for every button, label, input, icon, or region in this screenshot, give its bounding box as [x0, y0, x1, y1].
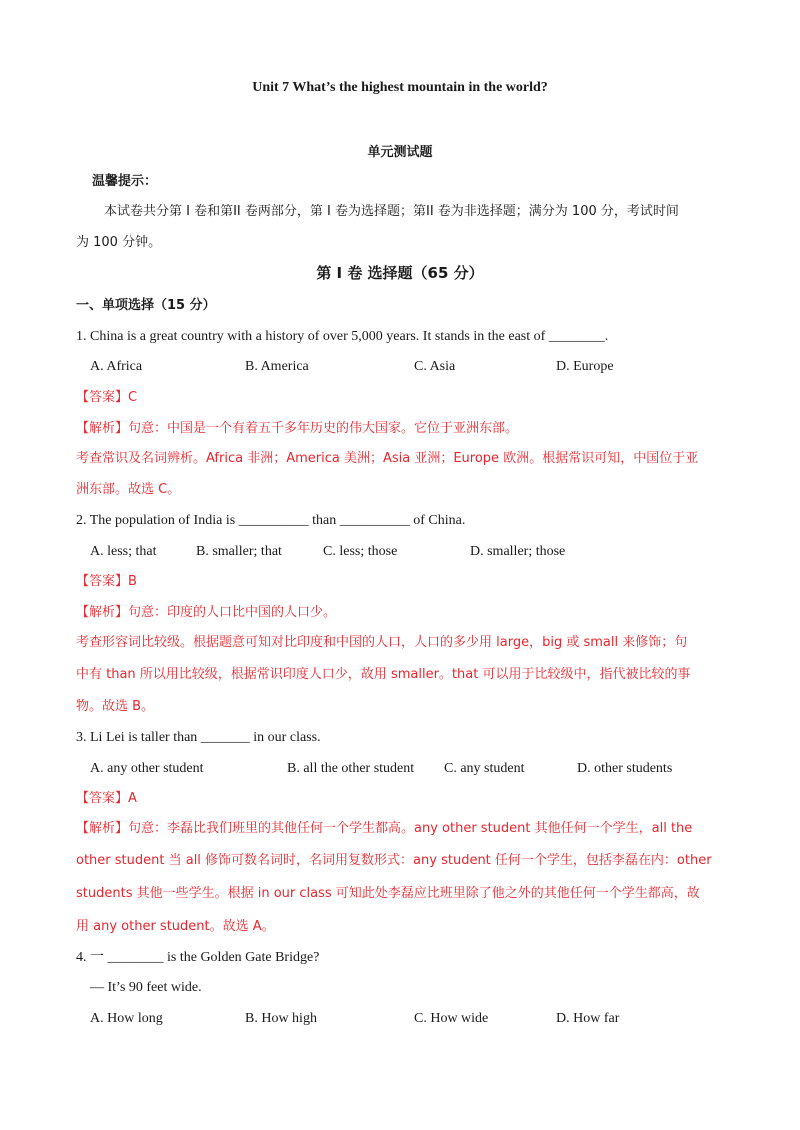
question-1-analysis-1: 【解析】句意：中国是一个有着五千多年历史的伟大国家。它位于亚洲东部。 [76, 421, 519, 436]
question-3-analysis-2: other student 当 all 修饰可数名词时，名词用复数形式：any student 任何一个学生，包括李磊在内：other [76, 853, 712, 868]
question-2-analysis-2: 考查形容词比较级。根据题意可知对比印度和中国的人口，人口的多少用 large，big 或 small 来修饰；句 [76, 635, 688, 650]
question-3-answer: 【答案】A [76, 791, 137, 806]
question-3-option-c: C. any student [444, 761, 525, 776]
question-4-option-d: D. How far [556, 1011, 620, 1026]
tips-line-2: 为 100 分钟。 [76, 235, 162, 250]
question-1-analysis-3: 洲东部。故选 C。 [76, 482, 181, 497]
question-2-stem: 2. The population of India is __________ than __________ of China. [76, 513, 466, 528]
question-2-option-c: C. less; those [323, 544, 398, 559]
question-3-option-a: A. any other student [90, 761, 204, 776]
question-4-option-a: A. How long [90, 1011, 163, 1026]
question-3-analysis-1: 【解析】句意：李磊比我们班里的其他任何一个学生都高。any other student 其他任何一个学生，all the [76, 821, 693, 836]
question-2-option-b: B. smaller; that [196, 544, 282, 559]
page-title: Unit 7 What’s the highest mountain in the world? [252, 80, 548, 95]
section-title: 第 I 卷 选择题（65 分） [316, 264, 484, 282]
question-1-option-a: A. Africa [90, 359, 143, 374]
question-3-stem: 3. Li Lei is taller than _______ in our class. [76, 730, 321, 745]
question-1-stem: 1. China is a great country with a history of over 5,000 years. It stands in the east of ________. [76, 329, 609, 344]
question-4-stem: 4. 一 ________ is the Golden Gate Bridge? [76, 950, 320, 965]
question-2-option-a: A. less; that [90, 544, 157, 559]
question-3-analysis-4: 用 any other student。故选 A。 [76, 919, 275, 934]
question-2-analysis-3: 中有 than 所以用比较级，根据常识印度人口少，故用 smaller。that 可以用于比较级中，指代被比较的事 [76, 667, 691, 682]
question-4-stem-reply: — It’s 90 feet wide. [90, 980, 202, 995]
question-1-option-b: B. America [245, 359, 309, 374]
part-title: 一、单项选择（15 分） [76, 298, 216, 313]
question-1-option-d: D. Europe [556, 359, 614, 374]
tips-line-1: 本试卷共分第 I 卷和第II 卷两部分，第 I 卷为选择题；第II 卷为非选择题；满分为 100 分，考试时间 [104, 204, 679, 219]
question-3-option-d: D. other students [577, 761, 673, 776]
question-2-analysis-1: 【解析】句意：印度的人口比中国的人口少。 [76, 605, 337, 620]
question-3-analysis-3: students 其他一些学生。根据 in our class 可知此处李磊应比班里除了他之外的其他任何一个学生都高，故 [76, 886, 700, 901]
question-4-option-c: C. How wide [414, 1011, 489, 1026]
question-1-analysis-2: 考查常识及名词辨析。Africa 非洲；America 美洲；Asia 亚洲；Europe 欧洲。根据常识可知，中国位于亚 [76, 451, 699, 466]
question-2-answer: 【答案】B [76, 574, 137, 589]
question-1-option-c: C. Asia [414, 359, 456, 374]
question-2-analysis-4: 物。故选 B。 [76, 699, 155, 714]
question-3-option-b: B. all the other student [287, 761, 415, 776]
tips-label: 温馨提示： [92, 174, 158, 189]
question-4-option-b: B. How high [245, 1011, 317, 1026]
page-subtitle: 单元测试题 [367, 145, 433, 160]
question-1-answer: 【答案】C [76, 390, 138, 405]
question-2-option-d: D. smaller; those [470, 544, 566, 559]
